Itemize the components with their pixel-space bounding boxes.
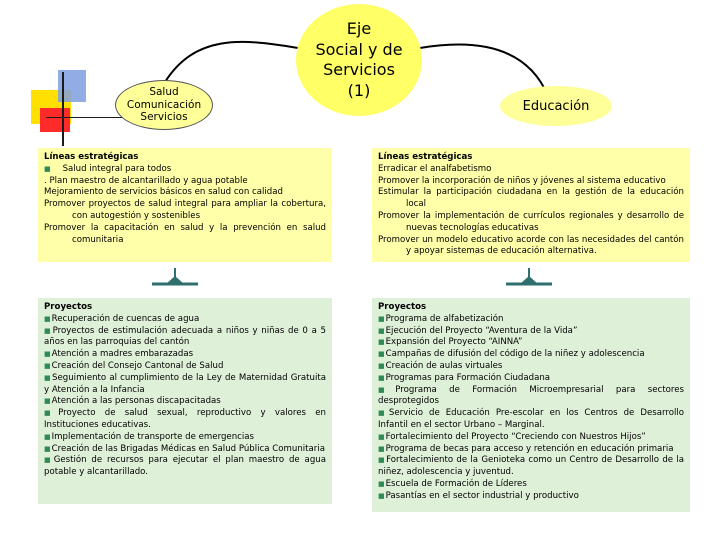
project-item: ■Atención a las personas discapacitadas — [44, 396, 221, 407]
projects-box-educacion — [372, 298, 690, 512]
project-item: ■Creación del Consejo Cantonal de Salud — [44, 360, 224, 371]
bullet-icon: ■ — [44, 350, 51, 359]
bullet-icon: ■ — [378, 479, 385, 488]
strategy-item: . Plan maestro de alcantarillado y agua potable — [44, 175, 248, 186]
strategy-item: Promover proyectos de salud integral para ampliar la cobertura, con autogestión y sostenibles — [44, 199, 326, 221]
bullet-icon: ■ — [44, 397, 51, 406]
project-item: ■Creación de las Brigadas Médicas en Salud Pública Comunitaria — [44, 443, 325, 454]
project-item: ■Gestión de recursos para ejecutar el plan maestro de agua potable y alcantarillado. — [44, 455, 326, 478]
bullet-icon: ■ — [44, 373, 52, 382]
project-item: ■Proyecto de salud sexual, reproductivo y valores en Instituciones educativas. — [44, 408, 326, 430]
down-connector-icon — [504, 266, 554, 296]
node-salud — [115, 80, 213, 130]
node-eje-social — [296, 4, 422, 116]
strategy-item: Mejoramiento de servicios básicos en salud con calidad — [44, 187, 283, 198]
bullet-icon: ■ — [378, 456, 386, 465]
node-eje-line-4: (1) — [347, 80, 371, 100]
project-item: ■Recuperación de cuencas de agua — [44, 313, 200, 324]
bullet-icon: ■ — [378, 338, 385, 347]
bullet-icon: ■ — [378, 326, 385, 335]
strategy-item: ■ Salud integral para todos — [44, 163, 172, 174]
project-item: ■Expansión del Proyecto “AINNA” — [378, 337, 523, 348]
project-item: ■Programa de Formación Microempresarial para sectores desprotegidos — [378, 384, 684, 407]
projects-title: Proyectos — [44, 302, 93, 312]
projects-box-salud — [38, 298, 332, 504]
strategies-title: Líneas estratégicas — [44, 152, 139, 162]
project-item: ■Servicio de Educación Pre-escolar en los Centros de Desarrollo Infantil en el sector Urbano – Marginal. — [378, 408, 685, 430]
bullet-icon: ■ — [44, 432, 51, 441]
strategy-item: Promover un modelo educativo acorde con las necesidades del cantón y apoyar sistemas de educación alternativa. — [378, 234, 684, 257]
bullet-icon: ■ — [378, 361, 385, 370]
bullet-icon: ■ — [44, 314, 51, 323]
bullet-icon: ■ — [378, 432, 385, 441]
project-item: ■Pasantías en el sector industrial y productivo — [378, 490, 579, 501]
bullet-icon: ■ — [378, 409, 388, 418]
project-item: ■Ejecución del Proyecto “Aventura de la Vida” — [378, 325, 578, 336]
node-educacion — [500, 86, 612, 126]
bullet-icon: ■ — [378, 350, 385, 359]
strategy-item: Promover la capacitación en salud y la prevención en salud comunitaria — [44, 222, 326, 245]
project-item: ■Fortalecimiento del Proyecto “Creciendo con Nuestros Hijos” — [378, 431, 646, 442]
node-salud-line-2: Comunicación — [126, 98, 202, 111]
strategy-item: Erradicar el analfabetismo — [378, 163, 492, 174]
project-item: ■Implementación de transporte de emergencias — [44, 431, 254, 442]
bullet-icon: ■ — [44, 444, 51, 453]
strategy-item: Promover la incorporación de niños y jóvenes al sistema educativo — [378, 175, 666, 186]
projects-title: Proyectos — [378, 302, 427, 312]
project-item: ■Escuela de Formación de Líderes — [378, 478, 527, 489]
strategies-title: Líneas estratégicas — [378, 152, 473, 162]
strategy-item: Promover la implementación de currículos regionales y desarrollo de nuevas tecnologías educativas — [378, 210, 684, 233]
strategies-box-salud — [38, 148, 332, 262]
node-salud-line-3: Servicios — [140, 111, 188, 124]
bullet-icon: ■ — [378, 491, 385, 500]
node-salud-line-1: Salud — [149, 86, 179, 99]
bullet-icon: ■ — [378, 385, 395, 394]
bullet-icon: ■ — [44, 361, 51, 370]
bullet-icon: ■ — [378, 314, 385, 323]
strategies-box-educacion — [372, 148, 690, 262]
node-eje-line-1: Eje — [346, 19, 372, 38]
node-eje-line-2: Social y de — [315, 39, 403, 59]
node-educacion-label: Educación — [522, 98, 590, 114]
project-item: ■Fortalecimiento de la Genioteka como un Centro de Desarrollo de la niñez, adolescencia y juventud. — [378, 455, 684, 478]
project-item: ■Atención a madres embarazadas — [44, 349, 194, 360]
project-item: ■Programa de becas para acceso y retención en educación primaria — [378, 443, 674, 454]
project-item: ■Programas para Formación Ciudadana — [378, 372, 551, 383]
project-item: ■Programa de alfabetización — [378, 313, 504, 324]
node-eje-line-3: Servicios — [323, 60, 395, 79]
bullet-icon: ■ — [378, 373, 385, 382]
bullet-icon: ■ — [44, 456, 53, 465]
bullet-icon: ■ — [44, 164, 51, 173]
project-item: ■Campañas de difusión del código de la niñez y adolescencia — [378, 349, 645, 360]
project-item: ■Creación de aulas virtuales — [378, 360, 503, 371]
project-item: ■Proyectos de estimulación adecuada a niños y niñas de 0 a 5 años en las parroquias del cantón — [44, 325, 326, 348]
strategy-item: Estimular la participación ciudadana en la gestión de la educación local — [378, 187, 684, 210]
bullet-icon: ■ — [44, 409, 58, 418]
bullet-icon: ■ — [378, 444, 385, 453]
bullet-icon: ■ — [44, 326, 52, 335]
down-connector-icon — [150, 266, 200, 296]
project-item: ■Seguimiento al cumplimiento de la Ley de Maternidad Gratuita y Atención a la Infancia — [44, 372, 326, 395]
